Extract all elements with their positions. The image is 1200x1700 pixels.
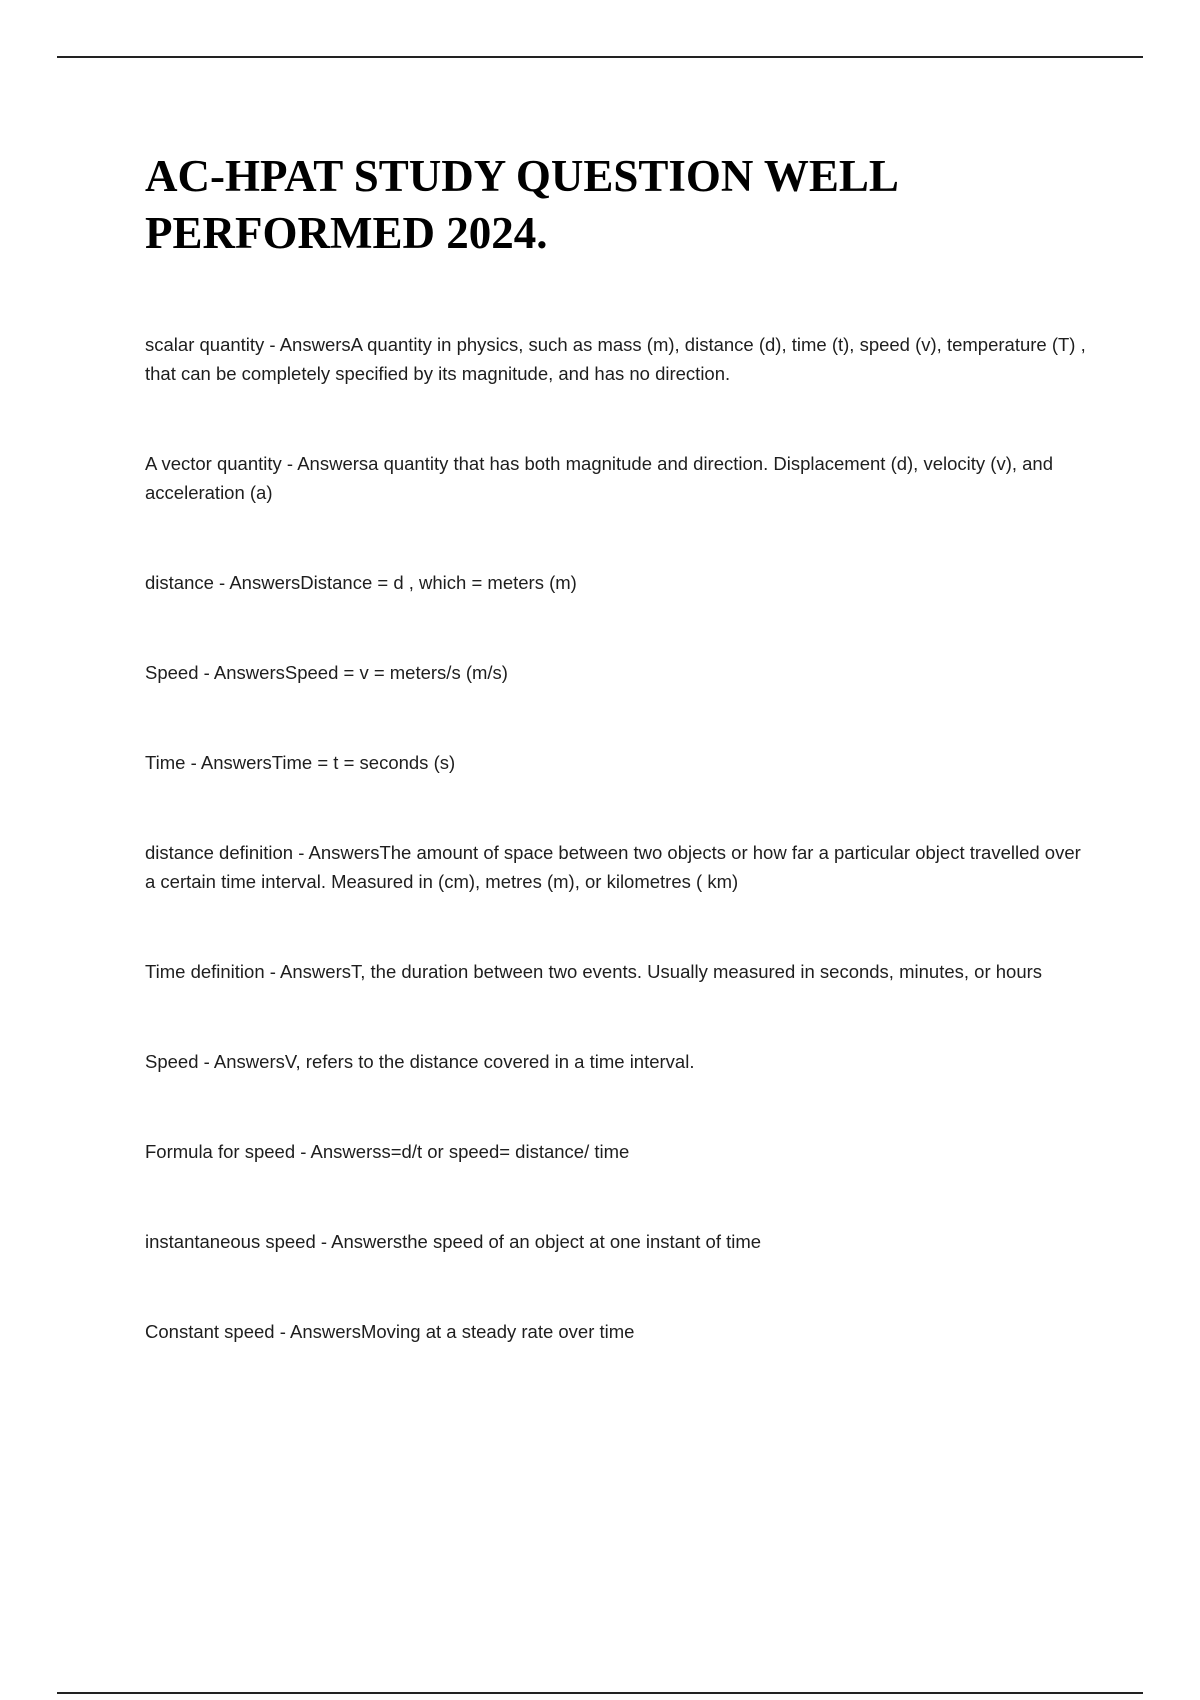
- qa-item: [145, 1317, 1090, 1346]
- qa-separator: - Answers: [274, 1321, 361, 1342]
- qa-item: [145, 838, 1090, 896]
- qa-term: distance: [145, 572, 214, 593]
- qa-answer: The amount of space between two objects or how far a particular object travelled over a certain time interval. Measured in (cm), metres (m), or kilometres ( km): [145, 842, 1081, 892]
- qa-term: Speed: [145, 1051, 199, 1072]
- qa-answer: T, the duration between two events. Usually measured in seconds, minutes, or hours: [350, 961, 1043, 982]
- qa-answer: Time = t = seconds (s): [271, 752, 456, 773]
- qa-term: instantaneous speed: [145, 1231, 316, 1252]
- qa-term: Speed: [145, 662, 199, 683]
- qa-separator: - Answers: [264, 961, 351, 982]
- qa-answer: s=d/t or speed= distance/ time: [381, 1141, 630, 1162]
- qa-term: scalar quantity: [145, 334, 265, 355]
- qa-item: [145, 568, 1090, 597]
- qa-list: [145, 330, 1090, 1346]
- qa-term: Time: [145, 752, 186, 773]
- qa-separator: - Answers: [185, 752, 272, 773]
- qa-separator: - Answers: [213, 572, 301, 593]
- qa-answer: Distance = d , which = meters (m): [300, 572, 577, 593]
- qa-answer: V, refers to the distance covered in a time interval.: [284, 1051, 695, 1072]
- qa-answer: A quantity in physics, such as mass (m), distance (d), time (t), speed (v), temperature (T) , that can be completely specified by its magnitude, and has no direction.: [145, 334, 1086, 384]
- qa-separator: - Answers: [315, 1231, 403, 1252]
- qa-separator: - Answers: [293, 842, 380, 863]
- qa-separator: - Answers: [295, 1141, 382, 1162]
- qa-item: [145, 1227, 1090, 1256]
- qa-item: [145, 1137, 1090, 1166]
- qa-separator: - Answers: [281, 453, 369, 474]
- qa-answer: Moving at a steady rate over time: [360, 1321, 635, 1342]
- qa-item: [145, 330, 1090, 388]
- footer-divider: [57, 1692, 1143, 1694]
- qa-term: Formula for speed: [145, 1141, 296, 1162]
- qa-item: [145, 449, 1090, 507]
- qa-item: [145, 1047, 1090, 1076]
- qa-separator: - Answers: [198, 1051, 285, 1072]
- qa-answer: the speed of an object at one instant of time: [402, 1231, 762, 1252]
- document-title: AC-HPAT STUDY QUESTION WELL PERFORMED 2024.: [145, 151, 897, 258]
- header-divider: [57, 56, 1143, 58]
- qa-item: [145, 658, 1090, 687]
- qa-term: Constant speed: [145, 1321, 275, 1342]
- qa-term: distance definition: [145, 842, 294, 863]
- qa-term: Time definition: [145, 961, 265, 982]
- qa-answer: Speed = v = meters/s (m/s): [284, 662, 508, 683]
- qa-separator: - Answers: [198, 662, 285, 683]
- qa-item: [145, 748, 1090, 777]
- qa-term: A vector quantity: [145, 453, 282, 474]
- qa-item: [145, 957, 1090, 986]
- qa-answer: a quantity that has both magnitude and direction. Displacement (d), velocity (v), and acceleration (a): [145, 453, 1054, 503]
- qa-separator: - Answers: [264, 334, 351, 355]
